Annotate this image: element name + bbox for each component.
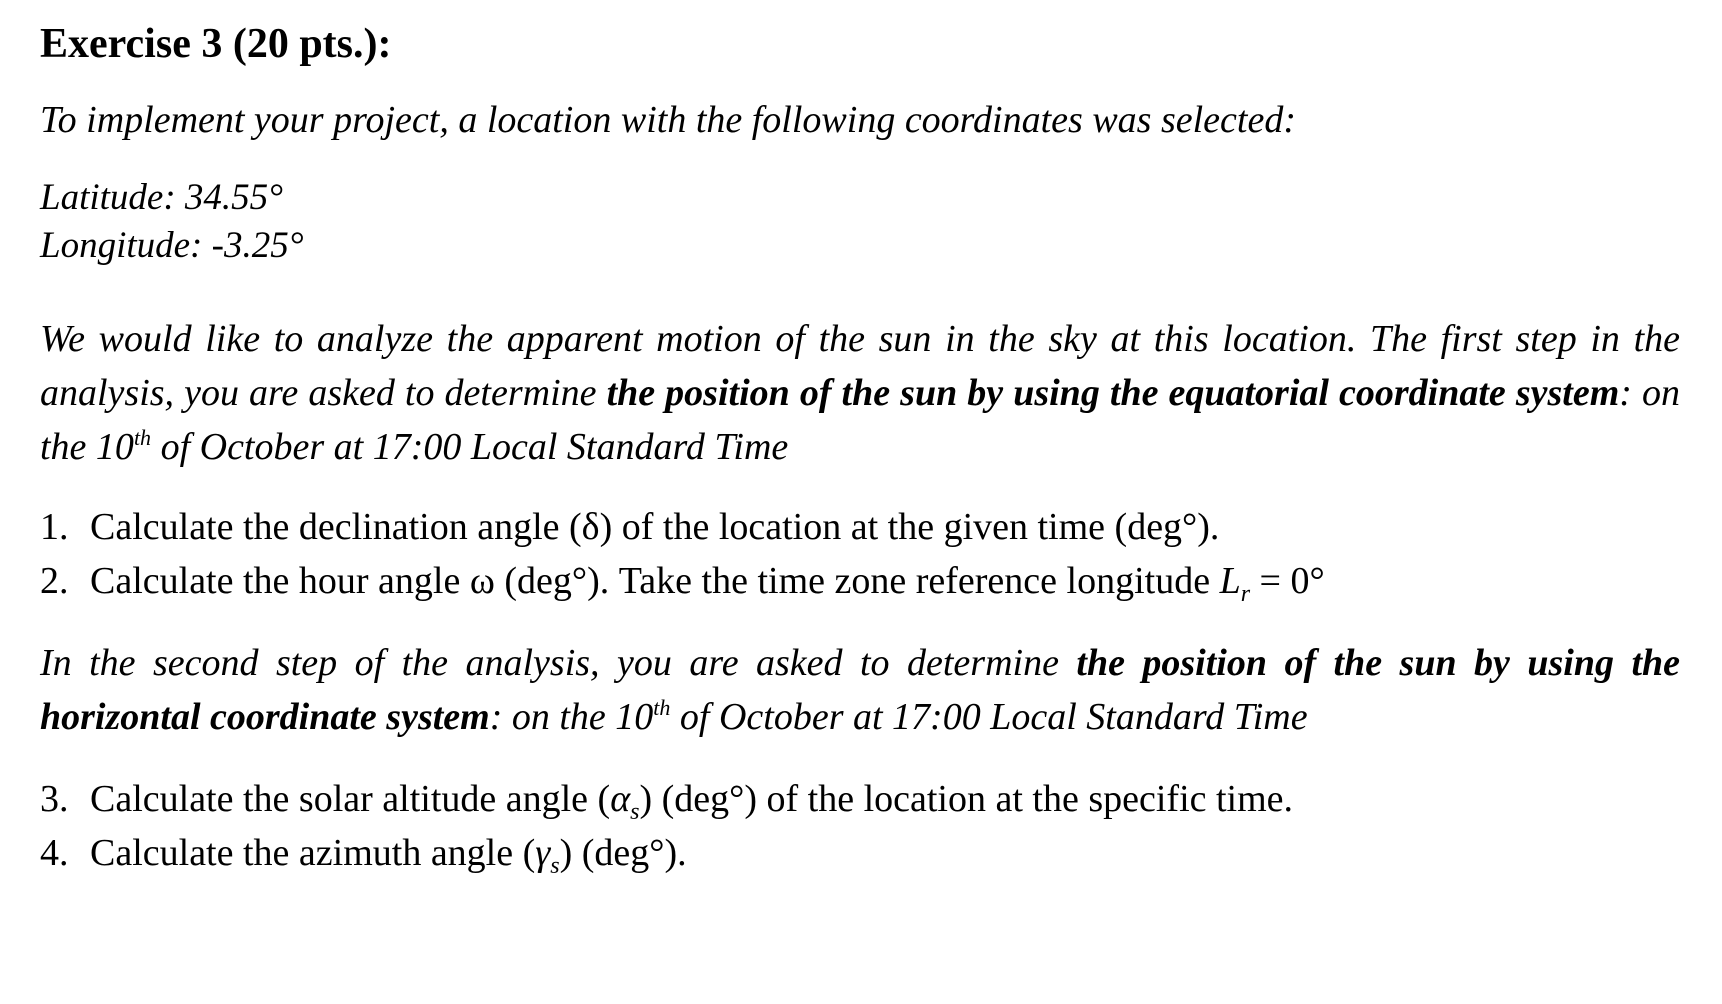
- paragraph-text: In the second step of the analysis, you are asked to determine: [40, 642, 1077, 684]
- horizontal-paragraph: [40, 636, 1680, 744]
- question-number: 4.: [40, 832, 69, 874]
- paragraph-bold-text: the position of the sun by using the equatorial coordinate system: [606, 372, 1620, 414]
- math-symbol: $\gamma_s$: [535, 832, 560, 879]
- question-item: [40, 772, 1293, 826]
- question-text: Calculate the hour angle ω (deg°). Take the time zone reference longitude: [90, 560, 1220, 602]
- paragraph-text: We would like to analyze the apparent motion of the sun in the sky at this location. The first step in the analysis, you are asked to determine: [40, 318, 1680, 414]
- math-symbol: $L_r$: [1219, 560, 1251, 607]
- question-number: 2.: [40, 560, 69, 602]
- question-item: [40, 554, 1325, 608]
- question-number: 1.: [40, 506, 69, 548]
- paragraph-bold-text: the position of the sun by using the horizontal coordinate system: [40, 642, 1680, 738]
- latitude-value: Latitude: 34.55°: [40, 177, 283, 218]
- question-text: = 0°: [1250, 560, 1325, 602]
- question-text: ) (deg°).: [559, 832, 687, 874]
- paragraph-text: : on the 10: [489, 696, 654, 738]
- coordinates-block: [40, 174, 304, 270]
- question-text: Calculate the azimuth angle (: [90, 832, 536, 874]
- intro-text: To implement your project, a location with the following coordinates was selected:: [40, 99, 1296, 141]
- question-list-1: [40, 500, 1325, 608]
- question-list-2: [40, 772, 1293, 880]
- longitude-value: Longitude: -3.25°: [40, 225, 304, 266]
- question-text: Calculate the solar altitude angle (: [90, 778, 611, 820]
- paragraph-text: of October at 17:00 Local Standard Time: [670, 696, 1308, 738]
- question-number: 3.: [40, 778, 69, 820]
- equatorial-paragraph: [40, 312, 1680, 474]
- question-item: [40, 826, 1293, 880]
- exercise-title: Exercise 3 (20 pts.):: [40, 21, 392, 67]
- paragraph-text: : on the 10: [40, 372, 1680, 468]
- math-symbol: $\alpha_s$: [610, 778, 640, 825]
- ordinal-suffix: th: [653, 695, 671, 720]
- question-text: Calculate the declination angle (δ) of the location at the given time (deg°).: [90, 506, 1220, 548]
- paragraph-text: of October at 17:00 Local Standard Time: [151, 426, 789, 468]
- question-text: ) (deg°) of the location at the specific time.: [639, 778, 1294, 820]
- question-item: [40, 500, 1325, 554]
- ordinal-suffix: th: [133, 425, 152, 450]
